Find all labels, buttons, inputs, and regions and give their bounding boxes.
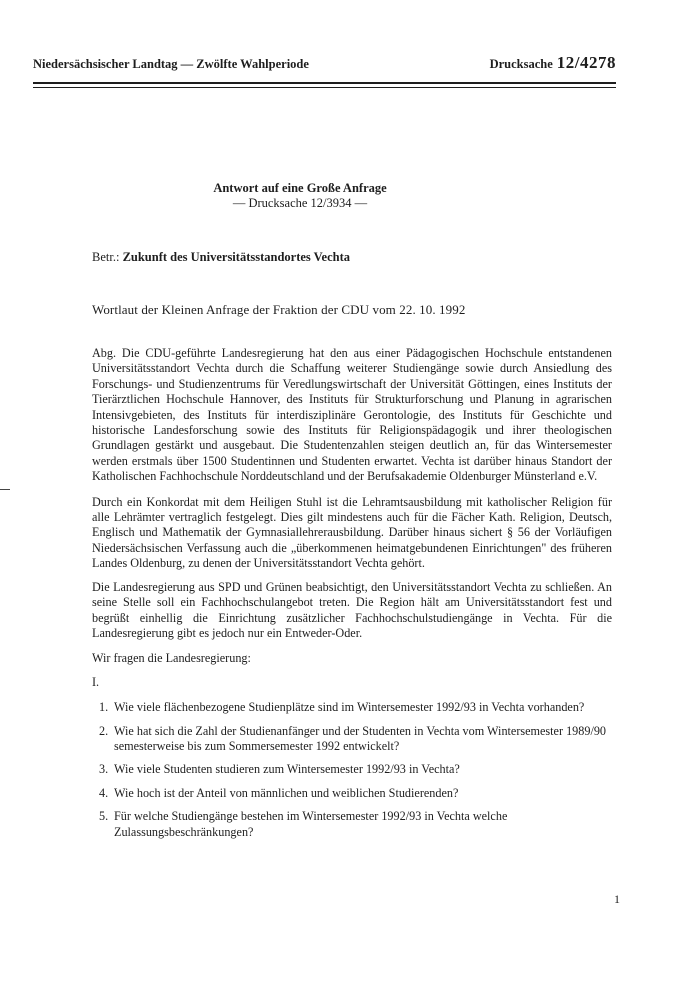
list-item bbox=[92, 724, 612, 755]
subject-line bbox=[92, 250, 350, 265]
inquiry-heading: Wortlaut der Kleinen Anfrage der Fraktion der CDU vom 22. 10. 1992 bbox=[92, 302, 466, 317]
paragraph: Die Landesregierung aus SPD und Grünen beabsichtigt, den Universitätsstandort Vechta zu schließen. An seine Stelle soll ein Fachhochschulangebot treten. Die Region hält am Universitätsstandort fest und begrüßt einhellig die Einrichtung zusätzlicher Fachhochschulstudiengänge in Vechta. Für die Landesregierung gibt es jedoch nur ein Entweder-Oder. bbox=[92, 579, 612, 640]
question-number: 5. bbox=[99, 809, 109, 824]
subject-label: Betr.: bbox=[92, 250, 120, 264]
question-number: 2. bbox=[99, 723, 109, 738]
paragraph: Wir fragen die Landesregierung: bbox=[92, 651, 251, 666]
list-item bbox=[92, 700, 612, 715]
margin-mark bbox=[0, 489, 10, 490]
drucksache-number: 12/4278 bbox=[556, 53, 616, 72]
section-number: I. bbox=[92, 674, 100, 689]
question-text: Für welche Studiengänge bestehen im Wintersemester 1992/93 in Vechta welche Zulassungsbeschränkungen? bbox=[114, 809, 508, 839]
document-subtitle: — Drucksache 12/3934 — bbox=[232, 196, 368, 210]
question-text: Wie viele flächenbezogene Studienplätze sind im Wintersemester 1992/93 in Vechta vorhanden? bbox=[114, 700, 585, 715]
list-item bbox=[92, 786, 612, 801]
question-text: Wie hat sich die Zahl der Studienanfänger und der Studenten in Vechta vom Wintersemester 1989/90 semesterweise bis zum Sommersemester 1992 entwickelt? bbox=[114, 723, 607, 753]
paragraph: Durch ein Konkordat mit dem Heiligen Stuhl ist die Lehramtsausbildung mit katholischer Religion für alle Lehrämter vertraglich festgelegt. Dies gilt mindestens auch für die Fächer Kath. Religion, Deutsch, Englisch und Mathematik der Gymnasiallehrerausbildung. Darüber hinaus sichert § 56 der Vorläufigen Niedersächsischen Verfassung auch die „überkommenen heimatgebundenen Einrichtungen" des früheren Landes Oldenburg, zu denen der Universitätsstandort Vechta gehört. bbox=[92, 494, 612, 571]
page-header bbox=[33, 53, 616, 75]
page-number: 1 bbox=[614, 892, 620, 906]
question-text: Wie hoch ist der Anteil von männlichen und weiblichen Studierenden? bbox=[114, 785, 459, 800]
parliament-title: Niedersächsischer Landtag — Zwölfte Wahlperiode bbox=[33, 57, 309, 71]
header-rule-thin bbox=[33, 87, 616, 88]
subject-text: Zukunft des Universitätsstandortes Vechta bbox=[122, 250, 351, 264]
drucksache-label: Drucksache bbox=[489, 57, 553, 71]
question-text: Wie viele Studenten studieren zum Wintersemester 1992/93 in Vechta? bbox=[114, 762, 460, 777]
question-number: 3. bbox=[99, 762, 109, 777]
paragraph: Abg. Die CDU-geführte Landesregierung hat den aus einer Pädagogischen Hochschule entstandenen Universitätsstandort Vechta durch die Schaffung weiterer Studiengänge sowie durch Ansiedlung des Forschungs- und Studienzentrums für Veredlungswirtschaft der Universität Göttingen, eines Instituts der Tierärztlichen Hochschule Hannover, des Instituts für Strukturforschung und Planung in agrarischen Intensivgebieten, des Instituts für interdisziplinäre Gerontologie, des Instituts für Geschichte und historische Landesforschung sowie des Instituts für Religionspädagogik und ihrer theologischen Grundlagen gestärkt und ausgebaut. Die Studentenzahlen steigen deutlich an, für das Wintersemester werden erstmals über 1500 Studentinnen und Studenten erwartet. Vechta ist darüber hinaus Standort der Katholischen Fachhochschule Norddeutschland und der Berufsakademie Oldenburger Münsterland e.V. bbox=[92, 346, 612, 484]
question-list bbox=[92, 700, 612, 840]
header-rule-thick bbox=[33, 82, 616, 84]
document-title: Antwort auf eine Große Anfrage bbox=[213, 181, 387, 195]
drucksache-id bbox=[490, 53, 616, 73]
question-number: 1. bbox=[99, 700, 109, 715]
question-number: 4. bbox=[99, 785, 109, 800]
list-item bbox=[92, 809, 612, 840]
list-item bbox=[92, 762, 612, 777]
document-body bbox=[92, 346, 612, 848]
